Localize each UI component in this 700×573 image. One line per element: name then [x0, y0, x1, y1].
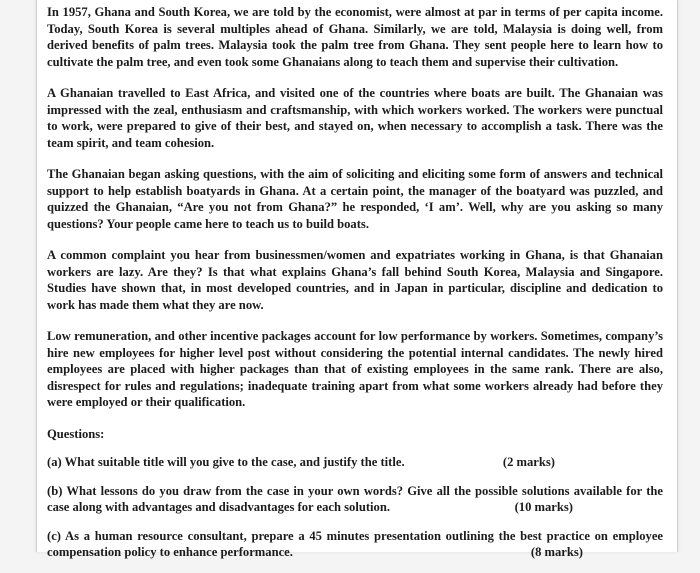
question-a-text: (a) What suitable title will you give to the case, and justify the title. — [47, 455, 405, 469]
document-content — [47, 4, 663, 573]
question-c — [47, 528, 663, 561]
question-c-text: (c) As a human resource consultant, prepare a 45 minutes presentation outlining the best practice on employee compensation policy to enhance performance. — [47, 528, 663, 559]
paragraph-5: Low remuneration, and other incentive packages account for low performance by workers. Sometimes, company’s hire new employees for higher level post without considering the potential internal candidates. The newly hired employees are placed with higher packages than that of existing employees in the same rank. There are also, disrespect for rules and regulations; inadequate training apart from what some workers already had before they were employed or their qualification. — [47, 329, 663, 409]
question-a-marks: (2 marks) — [502, 455, 555, 469]
paragraph-3: The Ghanaian began asking questions, with the aim of soliciting and eliciting some form of answers and technical support to help establish boatyards in Ghana. At a certain point, the manager of the boatyard was puzzled, and quizzed the Ghanaian, “Are you not from Ghana?” he responded, ‘I am’. Well, why are you asking so many questions? Your people came here to teach us to build boats. — [47, 167, 663, 231]
paragraph-2: A Ghanaian travelled to East Africa, and visited one of the countries where boats are built. The Ghanaian was impressed with the zeal, enthusiasm and craftsmanship, with which workers worked. The workers were punctual to work, were prepared to give of their best, and stayed on, when necessary to accomplish a task. There was the team spirit, and team cohesion. — [47, 86, 663, 150]
question-b — [47, 483, 663, 516]
paragraph-4: A common complaint you hear from businessmen/women and expatriates working in Ghana, is that Ghanaian workers are lazy. Are they? Is that what explains Ghana’s fall behind South Korea, Malaysia and Singapore. Studies have shown that, in most developed countries, and in Japan in particular, discipline and dedication to work has made them what they are now. — [47, 248, 663, 312]
questions-heading: Questions: — [47, 426, 105, 441]
question-c-marks: (8 marks) — [530, 545, 583, 559]
document-page — [36, 0, 678, 559]
question-b-text: (b) What lessons do you draw from the case in your own words? Give all the possible solutions available for the case along with advantages and disadvantages for each solution. — [47, 483, 663, 514]
paragraph-1: In 1957, Ghana and South Korea, we are told by the economist, were almost at par in terms of per capita income. Today, South Korea is several multiples ahead of Ghana. Similarly, we are told, Malaysia is doing well, from derived benefits of palm trees. Malaysia took the palm tree from Ghana. They sent people here to learn how to cultivate the palm tree, and even took some Ghanaians along to teach them and supervise their cultivation. — [47, 5, 663, 69]
question-b-marks: (10 marks) — [514, 500, 573, 514]
question-a — [47, 454, 663, 471]
